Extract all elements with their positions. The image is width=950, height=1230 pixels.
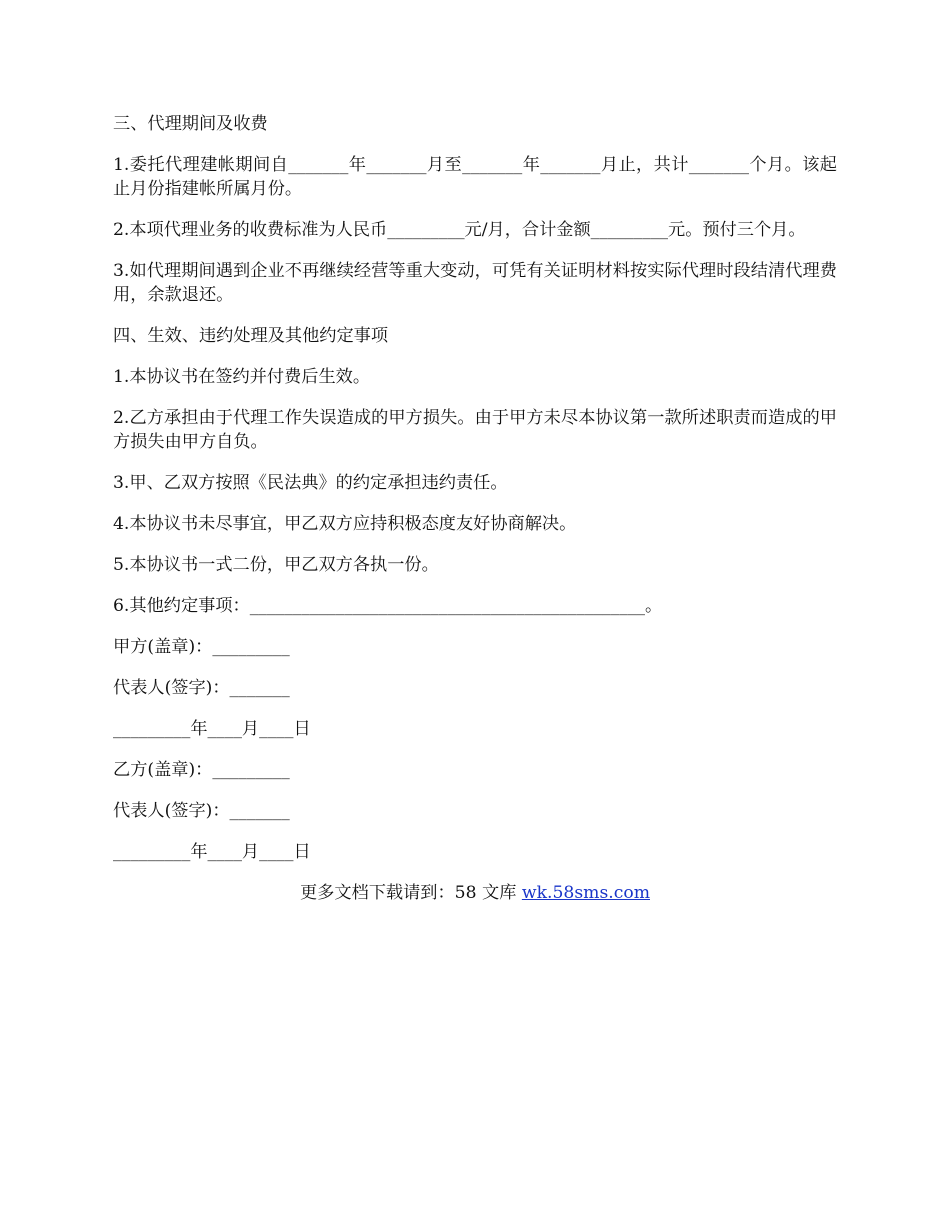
clause-3-3-early-termination: 3.如代理期间遇到企业不再继续经营等重大变动，可凭有关证明材料按实际代理时段结清代理费用，余款退还。 — [113, 261, 837, 305]
clause-4-3-breach: 3.甲、乙双方按照《民法典》的约定承担违约责任。 — [113, 473, 508, 493]
clause-3-2-fee-standard: 2.本项代理业务的收费标准为人民币_________元/月，合计金额_________元。预付三个月。 — [113, 220, 806, 240]
party-a-date-line: _________年____月____日 — [113, 719, 311, 739]
document-page — [113, 112, 837, 922]
clause-4-6-other: 6.其他约定事项：______________________________________________。 — [113, 596, 663, 616]
section-heading-effect-and-breach: 四、生效、违约处理及其他约定事项 — [113, 326, 389, 346]
clause-4-1-effective: 1.本协议书在签约并付费后生效。 — [113, 367, 371, 387]
party-b-seal-line: 乙方(盖章)：_________ — [113, 760, 290, 780]
party-a-representative-line: 代表人(签字)：_______ — [113, 678, 290, 698]
footer-link[interactable]: wk.58sms.com — [521, 883, 650, 903]
clause-4-4-unresolved: 4.本协议书未尽事宜，甲乙双方应持积极态度友好协商解决。 — [113, 514, 577, 534]
clause-3-1-agency-period: 1.委托代理建帐期间自_______年_______月至_______年_______月止，共计_______个月。该起止月份指建帐所属月份。 — [113, 155, 837, 199]
footer-prefix: 更多文档下载请到：58 文库 — [299, 883, 522, 903]
clause-4-5-copies: 5.本协议书一式二份，甲乙双方各执一份。 — [113, 555, 439, 575]
party-a-seal-line: 甲方(盖章)：_________ — [113, 637, 290, 657]
clause-4-2-liability: 2.乙方承担由于代理工作失误造成的甲方损失。由于甲方未尽本协议第一款所述职责而造成的甲方损失由甲方自负。 — [113, 408, 837, 452]
party-b-representative-line: 代表人(签字)：_______ — [113, 801, 290, 821]
party-b-date-line: _________年____月____日 — [113, 842, 311, 862]
section-heading-term-and-fees: 三、代理期间及收费 — [113, 114, 268, 134]
footer-download-note — [113, 881, 837, 905]
